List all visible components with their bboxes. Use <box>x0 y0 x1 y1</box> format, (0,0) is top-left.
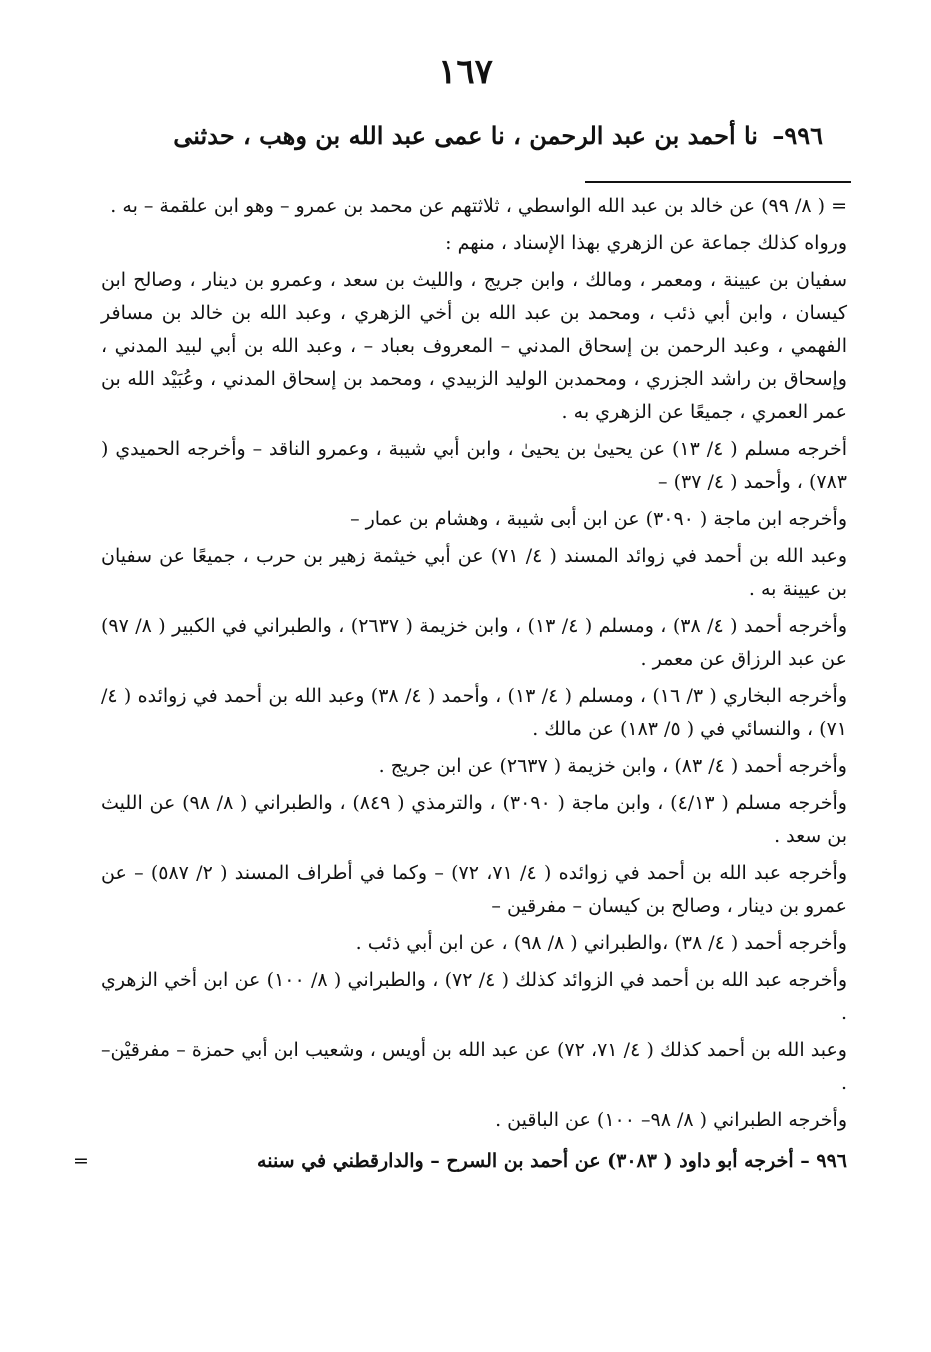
footnote-text: أخرجه أبو داود ( ٣٠٨٣) عن أحمد بن السرح – والدارقطني في سننه <box>257 1150 794 1172</box>
footnote-paragraph: وأخرجه أحمد ( ٤/ ٨٣) ، وابن خزيمة ( ٢٦٣٧) عن ابن جريج . <box>378 755 847 777</box>
footnote-paragraph: أخرجه مسلم ( ٤/ ١٣) عن يحيىٰ بن يحيىٰ ، وابن أبي شيبة ، وعمرو الناقد – وأخرجه الحميدي ( ٧٨٣) ، وأحمد ( ٤/ ٣٧) – <box>101 438 847 493</box>
continuation-mark: = <box>73 1150 89 1172</box>
footnote-number: ٩٩٦ – <box>800 1150 847 1172</box>
footnote-paragraph: وأخرجه البخاري ( ٣/ ١٦) ، ومسلم ( ٤/ ١٣) ، وأحمد ( ٤/ ٣٨) وعبد الله بن أحمد في زوائده ( ٤/ ٧١) ، والنسائي في ( ٥/ ١٨٣) عن مالك . <box>101 685 847 740</box>
footnote-paragraph: وأخرجه مسلم ( ٤/١٣) ، وابن ماجة ( ٣٠٩٠) ، والترمذي ( ٨٤٩) ، والطبراني ( ٨/ ٩٨) عن الليث بن سعد . <box>101 792 847 847</box>
page-number: ١٦٧ <box>438 52 493 92</box>
main-hadith-text <box>103 116 823 156</box>
footnote-paragraph: وأخرجه عبد الله بن أحمد في زوائده ( ٤/ ٧١، ٧٢) – وكما في أطراف المسند ( ٢/ ٥٨٧) – عن عمرو بن دينار ، وصالح بن كيسان – مفرقين – <box>101 862 847 917</box>
footnote-paragraph: سفيان بن عيينة ، ومعمر ، ومالك ، وابن جريج ، والليث بن سعد ، وعمرو بن دينار ، وصالح ابن كيسان ، وابن أبي ذئب ، ومحمد بن عبد الله بن أخي الزهري ، وعبد الله بن خالد بن مسافر الفهمي ، وعبد الرحمن بن إسحاق المدني – المعروف بعباد – ، وعبد الله بن أبي لبيد المدني ، وإسحاق بن راشد الجزري ، ومحمدبن الوليد الزبيدي ، ومحمد بن إسحاق المدني ، وعُبَيْد الله بن عمر العمري ، جميعًا عن الزهري به . <box>101 269 847 423</box>
footnote-paragraph: وأخرجه أحمد ( ٤/ ٣٨) ، ومسلم ( ٤/ ١٣) ، وابن خزيمة ( ٢٦٣٧) ، والطبراني في الكبير ( ٨/ ٩٧) عن عبد الرزاق عن معمر . <box>101 615 847 670</box>
footnote-paragraph: وعبد الله بن أحمد كذلك ( ٤/ ٧١، ٧٢) عن عبد الله بن أويس ، وشعيب ابن أبي حمزة – مفرقيْن– . <box>101 1039 847 1094</box>
footnotes <box>73 190 847 1178</box>
footnote-paragraph: وأخرجه ابن ماجة ( ٣٠٩٠) عن ابن أبى شيبة ، وهشام بن عمار – <box>350 508 847 530</box>
footnote-paragraph: وأخرجه الطبراني ( ٨/ ٩٨– ١٠٠) عن الباقين . <box>495 1109 847 1131</box>
footnote-new-note <box>73 1145 847 1178</box>
footnote-paragraph: وأخرجه أحمد ( ٤/ ٣٨) ،والطبراني ( ٨/ ٩٨) ، عن ابن أبي ذئب . <box>355 932 847 954</box>
footnote-paragraph: وأخرجه عبد الله بن أحمد في الزوائد كذلك ( ٤/ ٧٢) ، والطبراني ( ٨/ ١٠٠) عن ابن أخي الزهري . <box>101 969 847 1024</box>
footnote-separator <box>585 181 851 183</box>
hadith-number: ٩٩٦– <box>772 121 823 150</box>
hadith-isnad: نا أحمد بن عبد الرحمن ، نا عمى عبد الله بن وهب ، حدثنى <box>173 121 758 150</box>
footnote-paragraph: ورواه كذلك جماعة عن الزهري بهذا الإسناد ، منهم : <box>445 232 847 254</box>
footnote-paragraph: وعبد الله بن أحمد في زوائد المسند ( ٤/ ٧١) عن أبي خيثمة زهير بن حرب ، جميعًا عن سفيان بن عيينة به . <box>101 545 847 600</box>
footnote-paragraph: = ( ٨/ ٩٩) عن خالد بن عبد الله الواسطي ، ثلاثتهم عن محمد بن عمرو – وهو ابن علقمة – به . <box>110 195 847 217</box>
